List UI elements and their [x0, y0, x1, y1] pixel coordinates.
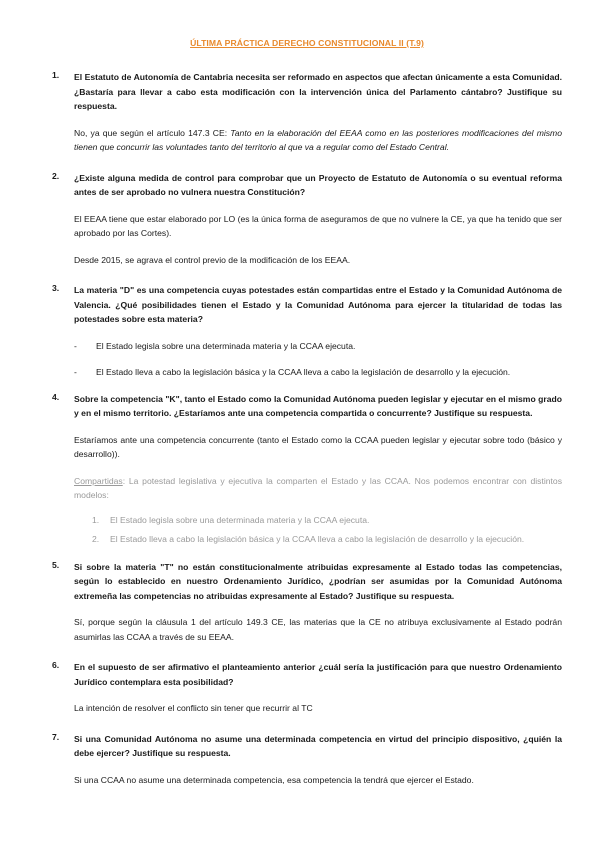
- question-text: En el supuesto de ser afirmativo el planteamiento anterior ¿cuál sería la justificación para que nuestro Ordenamiento Jurídico contemplara esta posibilidad?: [74, 662, 562, 687]
- answer-prefix: No, ya que según el artículo 147.3 CE:: [74, 127, 231, 138]
- question-number: 6.: [52, 660, 60, 670]
- question-4: [52, 392, 562, 421]
- answer-7: Si una CCAA no asume una determinada competencia, esa competencia la tendrá que ejercer el Estado.: [74, 774, 474, 785]
- question-text: Si una Comunidad Autónoma no asume una determinada competencia en virtud del principio dispositivo, ¿quién la debe ejercer? Justifique su respuesta.: [74, 733, 562, 758]
- list-item: 1. El Estado legisla sobre una determinada materia y la CCAA ejecuta.: [92, 514, 370, 525]
- question-number: 3.: [52, 283, 60, 293]
- question-6: [52, 660, 562, 689]
- note-label: Compartidas: [74, 475, 123, 486]
- answer-1: [74, 126, 562, 155]
- question-number: 5.: [52, 559, 60, 570]
- answer-4-note: [74, 474, 562, 503]
- answer-5: Sí, porque según la cláusula 1 del artículo 149.3 CE, las materias que la CE no atribuya exclusivamente al Estado podrán asumirlas las CCAA a través de su EEAA.: [74, 617, 562, 642]
- question-5: [52, 560, 562, 604]
- question-number: 7.: [52, 731, 60, 742]
- list-item: - El Estado lleva a cabo la legislación básica y la CCAA lleva a cabo la legislación de desarrollo y la ejecución.: [74, 365, 562, 380]
- document-title: ÚLTIMA PRÁCTICA DERECHO CONSTITUCIONAL II (T.9): [190, 38, 424, 48]
- answer-2b: Desde 2015, se agrava el control previo de la modificación de los EEAA.: [74, 254, 351, 265]
- answer-2a: El EEAA tiene que estar elaborado por LO (es la única forma de aseguramos de que no vulnere la CE, ya que ha tenido que ser aprobado por las Cortes).: [74, 213, 562, 238]
- question-text: ¿Existe alguna medida de control para comprobar que un Proyecto de Estatuto de Autonomía o su eventual reforma antes de ser aprobado no vulnera nuestra Constitución?: [74, 172, 562, 197]
- question-number: 2.: [52, 170, 60, 181]
- question-7: [52, 732, 562, 761]
- note-text: : La potestad legislativa y ejecutiva la comparten el Estado y las CCAA. Nos podemos encontrar con distintos modelos:: [74, 475, 562, 500]
- question-text: Sobre la competencia "K", tanto el Estado como la Comunidad Autónoma pueden legislar y ejecutar en el mismo grado y en el mismo territorio. ¿Estaríamos ante una competencia compartida o concurrente? Justifique su respuesta.: [74, 393, 562, 418]
- list-item: 2. El Estado lleva a cabo la legislación básica y la CCAA lleva a cabo la legislación de desarrollo y la ejecución.: [92, 534, 525, 544]
- question-text: Si sobre la materia "T" no están constitucionalmente atribuidas expresamente al Estado todas las competencias, según lo establecido en nuestro Ordenamiento Jurídico, ¿podrían ser asumidas por la Comunidad Autónoma extremeña las competencias no atribuidas expresamente al Estado? Justifique su respuesta.: [74, 561, 562, 601]
- answer-4-models: [92, 513, 562, 547]
- question-text: La materia "D" es una competencia cuyas potestades están compartidas entre el Estado y la Comunidad Autónoma de Valencia. ¿Qué posibilidades tienen el Estado y la Comunidad Autónoma para ejercer la titularidad de todas las potestades sobre esta materia?: [74, 285, 562, 324]
- dash-marker: -: [74, 340, 77, 351]
- question-number: 1.: [52, 70, 60, 80]
- answer-4: Estaríamos ante una competencia concurrente (tanto el Estado como la CCAA pueden legislar y ejecutar sobre todo (básico y desarrollo)).: [74, 434, 562, 459]
- question-3: [52, 283, 562, 327]
- question-2: [52, 171, 562, 200]
- answer-3-list: [74, 339, 562, 380]
- question-number: 4.: [52, 391, 60, 402]
- list-item: - El Estado legisla sobre una determinada materia y la CCAA ejecuta.: [74, 339, 562, 354]
- dash-marker: -: [74, 367, 77, 377]
- answer-6: La intención de resolver el conflicto sin tener que recurrir al TC: [74, 703, 313, 713]
- question-1: [52, 70, 562, 114]
- question-text: El Estatuto de Autonomía de Cantabria necesita ser reformado en aspectos que afectan únicamente a esta Comunidad. ¿Bastaría para llevar a cabo esta modificación con la intervención única del Parlamento cántabro? Justifique su respuesta.: [74, 72, 562, 111]
- answer-quote: Tanto en la elaboración del EEAA como en las posteriores modificaciones del mismo tienen que concurrir las voluntades tanto del territorio al que va a regular como del Estado Central.: [74, 127, 562, 152]
